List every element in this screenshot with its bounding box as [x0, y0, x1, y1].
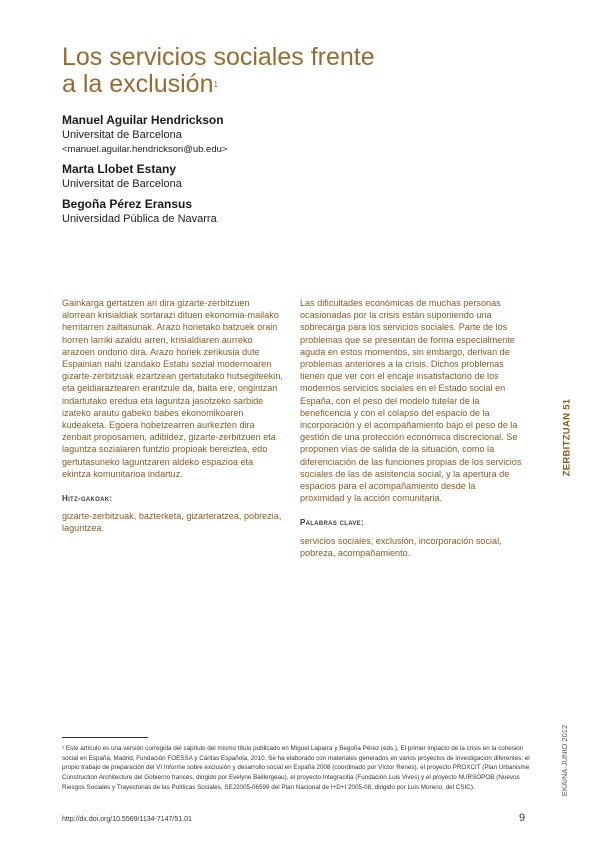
author-3 — [62, 196, 462, 227]
author-affiliation: Universitat de Barcelona — [62, 129, 182, 141]
title-line-1: Los servicios sociales frente — [62, 43, 375, 71]
author-name: Marta Llobet Estany — [62, 162, 177, 176]
author-name: Manuel Aguilar Hendrickson — [62, 113, 224, 127]
author-1 — [62, 112, 462, 157]
footnote: ¹ Este artículo es una versión corregida del capítulo del mismo título publicado en Miguel Laparra y Begoña Pérez (eds.), El primer impacto de la crisis en la cohesión social en España, Madrid, Fundación FOESSA y Cáritas Española, 2010. Se ha elaborado con materiales generados en varios proyectos de investigación diferentes: el propio trabajo de preparación del VI Informe sobre exclusión y desarrollo social en España 2008 (coordinado por Víctor Renes), el proyecto PROXCIT (Plan Urbanisme Construction Architecture del Gobierno francés, dirigido por Evelyne Baillergeau), el proyecto Integracitia (Fundación Luis Vives) y el proyecto NURSOPOB (Nuevos Riesgos Sociales y Trayectorias de las Políticas Sociales, SEJ2005-06599 del Plan Nacional de I+D+I 2005-08, dirigido por Luis Moreno, del CSIC). — [62, 745, 530, 791]
article-title — [62, 44, 502, 98]
author-2 — [62, 161, 462, 192]
author-affiliation: Universidad Pública de Navarra — [62, 213, 217, 225]
footnote-divider — [62, 737, 148, 738]
doi-link[interactable]: http://dx.doi.org/10.5569/1134-7147/51.01 — [62, 816, 192, 823]
author-list — [62, 112, 462, 231]
spanish-abstract: Las dificultades económicas de muchas personas ocasionadas por la crisis están suponiendo una sobrecarga para los servicios sociales. Parte de los problemas que se presentan de forma especialmente aguda en estos momentos, sin embargo, derivan de problemas anteriores a la crisis. Dichos problemas tienen que ver con el encaje insatisfactorio de los modernos servicios sociales en el Estado social en España, con el peso del modelo tutelar de la beneficencia y con el colapso del espacio de la incorporación y el acompañamiento bajo el peso de la gestión de una protección económica discrecional. Se proponen vías de salida de la situación, como la diferenciación de las funciones propias de los servicios sociales de las de asistencia social, y la apertura de espacios para el acompañamiento desde la proximidad y la acción comunitaria. — [300, 298, 522, 504]
basque-keywords: gizarte-zerbitzuak, bazterketa, gizarteratzea, pobrezia, laguntzea. — [62, 511, 282, 534]
journal-side-label — [560, 392, 574, 482]
journal-name: ZERBITZUAN 51 — [561, 398, 573, 476]
spanish-abstract-column — [300, 297, 522, 559]
author-email-link[interactable]: <manuel.aguilar.hendrickson@ub.edu> — [62, 144, 228, 155]
basque-keywords-heading: Hitz-gakoak: — [62, 494, 113, 504]
basque-abstract: Gainkarga gertatzen ari dira gizarte-zerbitzuen alorrean krisialdiak sortarazi dituen ekonomia-mailako herritarren zailtasunak. Arazo horietako batzuek orain horren larriki azaldu arren, krisialdiaren aurreko arazoen ondorio dira. Arazo horiek zerikusia dute Espainian nahi izandako Estatu sozial modernoaren gizarte-zerbitzuak ezartzean gertatutako hutsegiteekin, eta geldiaraztearen erantzule da, baita ere, ongintzan indartutako eredua eta laguntza jasotzeko sarbide izateko arautu gabeko babes ekonomikoaren kudeaketa. Egoera hobetzearren aurkezten dira zenbait proposamen, adibidez, gizarte-zerbitzuen eta laguntza sozialaren funtzio propioak bereiztea, edo gertutasuneko laguntzaren aldeko espazioa eta ekintza komunitarioa indartuz. — [62, 298, 283, 479]
spanish-keywords: servicios sociales, exclusión, incorporación social, pobreza, acompañamiento. — [300, 535, 502, 558]
page-number: 9 — [519, 812, 526, 824]
author-affiliation: Universitat de Barcelona — [62, 178, 182, 190]
basque-abstract-column — [62, 297, 284, 535]
title-line-2: a la exclusión — [62, 70, 214, 98]
spanish-keywords-heading: Palabras clave: — [300, 518, 364, 528]
title-footnote-mark: 1 — [213, 80, 218, 89]
issue-date: EKAINA·JUNIO 2012 — [560, 724, 570, 796]
issue-date-side-label — [557, 700, 573, 820]
author-name: Begoña Pérez Eransus — [62, 197, 193, 211]
